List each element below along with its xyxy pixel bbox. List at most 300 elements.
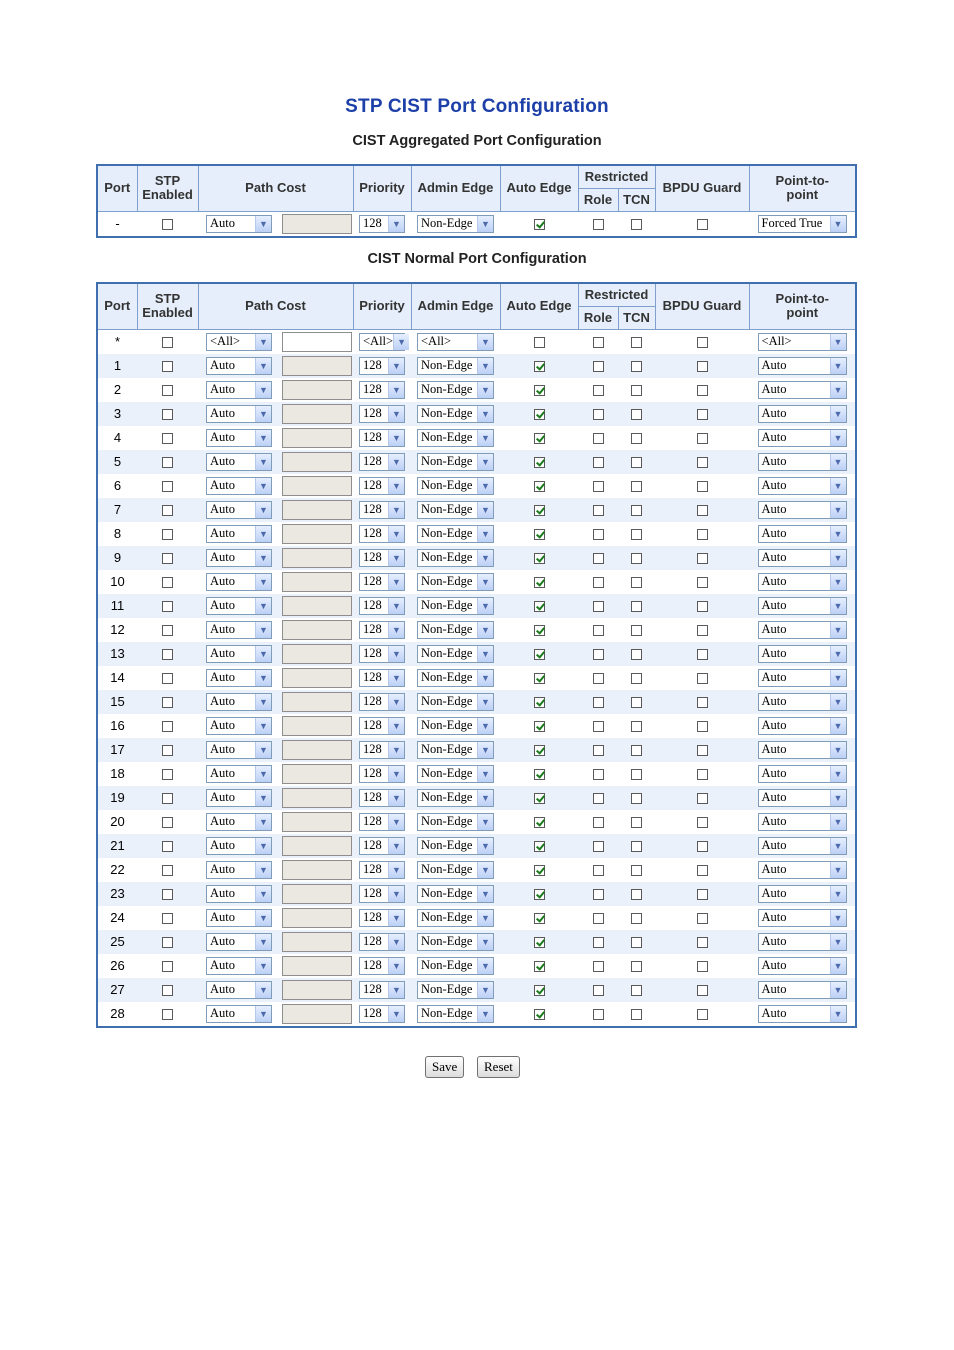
auto-edge-checkbox[interactable]	[534, 577, 545, 588]
auto-edge-checkbox[interactable]	[534, 889, 545, 900]
path-cost-input[interactable]	[282, 908, 352, 928]
path-cost-input[interactable]	[282, 332, 352, 352]
stp-enabled-checkbox[interactable]	[162, 601, 173, 612]
bpdu-guard-checkbox[interactable]	[697, 385, 708, 396]
restricted-tcn-checkbox[interactable]	[631, 937, 642, 948]
bpdu-guard-checkbox[interactable]	[697, 865, 708, 876]
path-cost-input[interactable]	[282, 644, 352, 664]
bpdu-guard-checkbox[interactable]	[697, 721, 708, 732]
chevron-down-icon[interactable]: ▼	[388, 982, 404, 998]
point-to-point-select[interactable]	[758, 741, 847, 759]
chevron-down-icon[interactable]: ▼	[830, 406, 846, 422]
chevron-down-icon[interactable]: ▼	[388, 766, 404, 782]
path-cost-select[interactable]	[206, 981, 272, 999]
priority-select[interactable]	[359, 837, 405, 855]
chevron-down-icon[interactable]: ▼	[830, 334, 846, 350]
point-to-point-select[interactable]	[758, 573, 847, 591]
restricted-tcn-checkbox[interactable]	[631, 337, 642, 348]
restricted-role-checkbox[interactable]	[593, 553, 604, 564]
path-cost-input[interactable]	[282, 740, 352, 760]
stp-enabled-checkbox[interactable]	[162, 817, 173, 828]
chevron-down-icon[interactable]: ▼	[255, 358, 271, 374]
admin-edge-select[interactable]	[417, 669, 494, 687]
path-cost-input[interactable]	[282, 620, 352, 640]
restricted-tcn-checkbox[interactable]	[631, 385, 642, 396]
restricted-tcn-checkbox[interactable]	[631, 577, 642, 588]
bpdu-guard-checkbox[interactable]	[697, 361, 708, 372]
path-cost-select[interactable]	[206, 621, 272, 639]
restricted-role-checkbox[interactable]	[593, 793, 604, 804]
admin-edge-select[interactable]	[417, 477, 494, 495]
stp-enabled-checkbox[interactable]	[162, 361, 173, 372]
path-cost-select[interactable]	[206, 477, 272, 495]
point-to-point-select[interactable]	[758, 909, 847, 927]
path-cost-select[interactable]	[206, 885, 272, 903]
admin-edge-select[interactable]	[417, 957, 494, 975]
stp-enabled-checkbox[interactable]	[162, 577, 173, 588]
chevron-down-icon[interactable]: ▼	[477, 718, 493, 734]
priority-select[interactable]	[359, 981, 405, 999]
priority-select[interactable]	[359, 789, 405, 807]
bpdu-guard-checkbox[interactable]	[697, 649, 708, 660]
priority-select[interactable]	[359, 477, 405, 495]
chevron-down-icon[interactable]: ▼	[388, 886, 404, 902]
restricted-tcn-checkbox[interactable]	[631, 1009, 642, 1020]
point-to-point-select[interactable]	[758, 885, 847, 903]
path-cost-select[interactable]	[206, 215, 272, 233]
auto-edge-checkbox[interactable]	[534, 1009, 545, 1020]
point-to-point-select[interactable]	[758, 405, 847, 423]
chevron-down-icon[interactable]: ▼	[477, 622, 493, 638]
chevron-down-icon[interactable]: ▼	[477, 358, 493, 374]
chevron-down-icon[interactable]: ▼	[830, 550, 846, 566]
admin-edge-select[interactable]	[417, 741, 494, 759]
priority-select[interactable]	[359, 861, 405, 879]
restricted-role-checkbox[interactable]	[593, 601, 604, 612]
restricted-role-checkbox[interactable]	[593, 1009, 604, 1020]
chevron-down-icon[interactable]: ▼	[477, 430, 493, 446]
reset-button[interactable]: Reset	[477, 1056, 520, 1078]
bpdu-guard-checkbox[interactable]	[697, 625, 708, 636]
auto-edge-checkbox[interactable]	[534, 865, 545, 876]
chevron-down-icon[interactable]: ▼	[255, 382, 271, 398]
admin-edge-select[interactable]	[417, 813, 494, 831]
chevron-down-icon[interactable]: ▼	[255, 430, 271, 446]
path-cost-input[interactable]	[282, 596, 352, 616]
point-to-point-select[interactable]	[758, 621, 847, 639]
priority-select[interactable]	[359, 501, 405, 519]
auto-edge-checkbox[interactable]	[534, 625, 545, 636]
admin-edge-select[interactable]	[417, 525, 494, 543]
priority-select[interactable]	[359, 405, 405, 423]
chevron-down-icon[interactable]: ▼	[255, 574, 271, 590]
auto-edge-checkbox[interactable]	[534, 937, 545, 948]
restricted-tcn-checkbox[interactable]	[631, 673, 642, 684]
stp-enabled-checkbox[interactable]	[162, 985, 173, 996]
path-cost-select[interactable]	[206, 525, 272, 543]
point-to-point-select[interactable]	[758, 669, 847, 687]
admin-edge-select[interactable]	[417, 933, 494, 951]
chevron-down-icon[interactable]: ▼	[830, 574, 846, 590]
chevron-down-icon[interactable]: ▼	[477, 766, 493, 782]
auto-edge-checkbox[interactable]	[534, 361, 545, 372]
chevron-down-icon[interactable]: ▼	[388, 958, 404, 974]
path-cost-input[interactable]	[282, 980, 352, 1000]
chevron-down-icon[interactable]: ▼	[255, 814, 271, 830]
chevron-down-icon[interactable]: ▼	[255, 502, 271, 518]
chevron-down-icon[interactable]: ▼	[477, 958, 493, 974]
priority-select[interactable]	[359, 813, 405, 831]
admin-edge-select[interactable]	[417, 453, 494, 471]
priority-select[interactable]	[359, 645, 405, 663]
auto-edge-checkbox[interactable]	[534, 433, 545, 444]
chevron-down-icon[interactable]: ▼	[830, 454, 846, 470]
auto-edge-checkbox[interactable]	[534, 961, 545, 972]
chevron-down-icon[interactable]: ▼	[255, 694, 271, 710]
priority-select[interactable]	[359, 525, 405, 543]
restricted-role-checkbox[interactable]	[593, 913, 604, 924]
chevron-down-icon[interactable]: ▼	[388, 598, 404, 614]
restricted-role-checkbox[interactable]	[593, 481, 604, 492]
path-cost-input[interactable]	[282, 356, 352, 376]
bpdu-guard-checkbox[interactable]	[697, 577, 708, 588]
restricted-tcn-checkbox[interactable]	[631, 913, 642, 924]
auto-edge-checkbox[interactable]	[534, 553, 545, 564]
chevron-down-icon[interactable]: ▼	[255, 526, 271, 542]
chevron-down-icon[interactable]: ▼	[388, 430, 404, 446]
restricted-tcn-checkbox[interactable]	[631, 361, 642, 372]
path-cost-input[interactable]	[282, 500, 352, 520]
stp-enabled-checkbox[interactable]	[162, 529, 173, 540]
admin-edge-select[interactable]	[417, 789, 494, 807]
priority-select[interactable]	[359, 693, 405, 711]
chevron-down-icon[interactable]: ▼	[830, 216, 846, 232]
restricted-tcn-checkbox[interactable]	[631, 529, 642, 540]
path-cost-input[interactable]	[282, 860, 352, 880]
path-cost-select[interactable]	[206, 381, 272, 399]
priority-select[interactable]	[359, 765, 405, 783]
chevron-down-icon[interactable]: ▼	[830, 862, 846, 878]
chevron-down-icon[interactable]: ▼	[255, 216, 271, 232]
chevron-down-icon[interactable]: ▼	[388, 454, 404, 470]
restricted-role-checkbox[interactable]	[593, 865, 604, 876]
chevron-down-icon[interactable]: ▼	[477, 334, 493, 350]
path-cost-select[interactable]	[206, 861, 272, 879]
chevron-down-icon[interactable]: ▼	[477, 646, 493, 662]
path-cost-select[interactable]	[206, 573, 272, 591]
admin-edge-select[interactable]	[417, 333, 494, 351]
point-to-point-select[interactable]	[758, 357, 847, 375]
chevron-down-icon[interactable]: ▼	[477, 550, 493, 566]
path-cost-input[interactable]	[282, 452, 352, 472]
stp-enabled-checkbox[interactable]	[162, 865, 173, 876]
path-cost-input[interactable]	[282, 788, 352, 808]
chevron-down-icon[interactable]: ▼	[393, 334, 409, 350]
admin-edge-select[interactable]	[417, 549, 494, 567]
point-to-point-select[interactable]	[758, 381, 847, 399]
point-to-point-select[interactable]	[758, 957, 847, 975]
chevron-down-icon[interactable]: ▼	[255, 718, 271, 734]
chevron-down-icon[interactable]: ▼	[388, 862, 404, 878]
point-to-point-select[interactable]	[758, 861, 847, 879]
bpdu-guard-checkbox[interactable]	[697, 505, 708, 516]
path-cost-input[interactable]	[282, 668, 352, 688]
path-cost-select[interactable]	[206, 429, 272, 447]
chevron-down-icon[interactable]: ▼	[255, 646, 271, 662]
restricted-tcn-checkbox[interactable]	[631, 649, 642, 660]
chevron-down-icon[interactable]: ▼	[830, 886, 846, 902]
bpdu-guard-checkbox[interactable]	[697, 841, 708, 852]
priority-select[interactable]	[359, 933, 405, 951]
path-cost-select[interactable]	[206, 645, 272, 663]
admin-edge-select[interactable]	[417, 717, 494, 735]
chevron-down-icon[interactable]: ▼	[830, 430, 846, 446]
stp-enabled-checkbox[interactable]	[162, 553, 173, 564]
chevron-down-icon[interactable]: ▼	[388, 526, 404, 542]
chevron-down-icon[interactable]: ▼	[830, 790, 846, 806]
path-cost-select[interactable]	[206, 957, 272, 975]
restricted-tcn-checkbox[interactable]	[631, 889, 642, 900]
stp-enabled-checkbox[interactable]	[162, 889, 173, 900]
bpdu-guard-checkbox[interactable]	[697, 913, 708, 924]
auto-edge-checkbox[interactable]	[534, 841, 545, 852]
bpdu-guard-checkbox[interactable]	[697, 601, 708, 612]
chevron-down-icon[interactable]: ▼	[255, 478, 271, 494]
chevron-down-icon[interactable]: ▼	[830, 742, 846, 758]
chevron-down-icon[interactable]: ▼	[388, 478, 404, 494]
path-cost-select[interactable]	[206, 765, 272, 783]
bpdu-guard-checkbox[interactable]	[697, 817, 708, 828]
path-cost-input[interactable]	[282, 692, 352, 712]
point-to-point-select[interactable]	[758, 525, 847, 543]
admin-edge-select[interactable]	[417, 429, 494, 447]
admin-edge-select[interactable]	[417, 1005, 494, 1023]
path-cost-input[interactable]	[282, 884, 352, 904]
restricted-role-checkbox[interactable]	[593, 937, 604, 948]
bpdu-guard-checkbox[interactable]	[697, 985, 708, 996]
admin-edge-select[interactable]	[417, 381, 494, 399]
stp-enabled-checkbox[interactable]	[162, 457, 173, 468]
path-cost-input[interactable]	[282, 812, 352, 832]
chevron-down-icon[interactable]: ▼	[477, 982, 493, 998]
auto-edge-checkbox[interactable]	[534, 337, 545, 348]
restricted-tcn-checkbox[interactable]	[631, 481, 642, 492]
chevron-down-icon[interactable]: ▼	[830, 502, 846, 518]
priority-select[interactable]	[359, 909, 405, 927]
chevron-down-icon[interactable]: ▼	[388, 622, 404, 638]
restricted-tcn-checkbox[interactable]	[631, 745, 642, 756]
chevron-down-icon[interactable]: ▼	[477, 478, 493, 494]
chevron-down-icon[interactable]: ▼	[388, 382, 404, 398]
chevron-down-icon[interactable]: ▼	[477, 216, 493, 232]
chevron-down-icon[interactable]: ▼	[477, 934, 493, 950]
stp-enabled-checkbox[interactable]	[162, 913, 173, 924]
stp-enabled-checkbox[interactable]	[162, 961, 173, 972]
path-cost-input[interactable]	[282, 572, 352, 592]
restricted-tcn-checkbox[interactable]	[631, 625, 642, 636]
bpdu-guard-checkbox[interactable]	[697, 529, 708, 540]
chevron-down-icon[interactable]: ▼	[388, 406, 404, 422]
path-cost-input[interactable]	[282, 956, 352, 976]
point-to-point-select[interactable]	[758, 765, 847, 783]
path-cost-select[interactable]	[206, 933, 272, 951]
chevron-down-icon[interactable]: ▼	[255, 910, 271, 926]
chevron-down-icon[interactable]: ▼	[477, 454, 493, 470]
point-to-point-select[interactable]	[758, 549, 847, 567]
stp-enabled-checkbox[interactable]	[162, 1009, 173, 1020]
auto-edge-checkbox[interactable]	[534, 985, 545, 996]
point-to-point-select[interactable]	[758, 789, 847, 807]
stp-enabled-checkbox[interactable]	[162, 219, 173, 230]
point-to-point-select[interactable]	[758, 717, 847, 735]
chevron-down-icon[interactable]: ▼	[255, 622, 271, 638]
restricted-tcn-checkbox[interactable]	[631, 961, 642, 972]
chevron-down-icon[interactable]: ▼	[830, 670, 846, 686]
point-to-point-select[interactable]	[758, 1005, 847, 1023]
point-to-point-select[interactable]	[758, 477, 847, 495]
auto-edge-checkbox[interactable]	[534, 457, 545, 468]
stp-enabled-checkbox[interactable]	[162, 481, 173, 492]
path-cost-select[interactable]	[206, 357, 272, 375]
point-to-point-select[interactable]	[758, 837, 847, 855]
auto-edge-checkbox[interactable]	[534, 673, 545, 684]
restricted-tcn-checkbox[interactable]	[631, 841, 642, 852]
restricted-role-checkbox[interactable]	[593, 433, 604, 444]
auto-edge-checkbox[interactable]	[534, 697, 545, 708]
restricted-role-checkbox[interactable]	[593, 745, 604, 756]
restricted-role-checkbox[interactable]	[593, 529, 604, 540]
admin-edge-select[interactable]	[417, 573, 494, 591]
chevron-down-icon[interactable]: ▼	[388, 670, 404, 686]
chevron-down-icon[interactable]: ▼	[830, 838, 846, 854]
stp-enabled-checkbox[interactable]	[162, 409, 173, 420]
restricted-role-checkbox[interactable]	[593, 625, 604, 636]
chevron-down-icon[interactable]: ▼	[255, 550, 271, 566]
restricted-tcn-checkbox[interactable]	[631, 793, 642, 804]
chevron-down-icon[interactable]: ▼	[255, 886, 271, 902]
point-to-point-select[interactable]	[758, 333, 847, 351]
chevron-down-icon[interactable]: ▼	[388, 838, 404, 854]
restricted-tcn-checkbox[interactable]	[631, 219, 642, 230]
chevron-down-icon[interactable]: ▼	[255, 406, 271, 422]
priority-select[interactable]	[359, 1005, 405, 1023]
admin-edge-select[interactable]	[417, 621, 494, 639]
admin-edge-select[interactable]	[417, 909, 494, 927]
auto-edge-checkbox[interactable]	[534, 769, 545, 780]
point-to-point-select[interactable]	[758, 981, 847, 999]
chevron-down-icon[interactable]: ▼	[388, 502, 404, 518]
path-cost-input[interactable]	[282, 716, 352, 736]
chevron-down-icon[interactable]: ▼	[255, 454, 271, 470]
stp-enabled-checkbox[interactable]	[162, 625, 173, 636]
priority-select[interactable]	[359, 429, 405, 447]
bpdu-guard-checkbox[interactable]	[697, 937, 708, 948]
admin-edge-select[interactable]	[417, 405, 494, 423]
bpdu-guard-checkbox[interactable]	[697, 769, 708, 780]
chevron-down-icon[interactable]: ▼	[830, 478, 846, 494]
auto-edge-checkbox[interactable]	[534, 649, 545, 660]
path-cost-select[interactable]	[206, 741, 272, 759]
priority-select[interactable]	[359, 453, 405, 471]
auto-edge-checkbox[interactable]	[534, 505, 545, 516]
restricted-tcn-checkbox[interactable]	[631, 817, 642, 828]
chevron-down-icon[interactable]: ▼	[255, 934, 271, 950]
chevron-down-icon[interactable]: ▼	[477, 838, 493, 854]
chevron-down-icon[interactable]: ▼	[830, 934, 846, 950]
chevron-down-icon[interactable]: ▼	[477, 406, 493, 422]
restricted-role-checkbox[interactable]	[593, 985, 604, 996]
chevron-down-icon[interactable]: ▼	[830, 598, 846, 614]
priority-select[interactable]	[359, 717, 405, 735]
bpdu-guard-checkbox[interactable]	[697, 793, 708, 804]
chevron-down-icon[interactable]: ▼	[477, 1006, 493, 1022]
auto-edge-checkbox[interactable]	[534, 481, 545, 492]
chevron-down-icon[interactable]: ▼	[388, 694, 404, 710]
restricted-role-checkbox[interactable]	[593, 697, 604, 708]
restricted-tcn-checkbox[interactable]	[631, 457, 642, 468]
chevron-down-icon[interactable]: ▼	[830, 958, 846, 974]
restricted-tcn-checkbox[interactable]	[631, 601, 642, 612]
path-cost-select[interactable]	[206, 789, 272, 807]
stp-enabled-checkbox[interactable]	[162, 385, 173, 396]
chevron-down-icon[interactable]: ▼	[477, 790, 493, 806]
chevron-down-icon[interactable]: ▼	[255, 790, 271, 806]
stp-enabled-checkbox[interactable]	[162, 649, 173, 660]
chevron-down-icon[interactable]: ▼	[830, 646, 846, 662]
stp-enabled-checkbox[interactable]	[162, 433, 173, 444]
chevron-down-icon[interactable]: ▼	[477, 526, 493, 542]
path-cost-input[interactable]	[282, 428, 352, 448]
chevron-down-icon[interactable]: ▼	[830, 814, 846, 830]
chevron-down-icon[interactable]: ▼	[255, 766, 271, 782]
bpdu-guard-checkbox[interactable]	[697, 889, 708, 900]
auto-edge-checkbox[interactable]	[534, 601, 545, 612]
restricted-role-checkbox[interactable]	[593, 841, 604, 852]
bpdu-guard-checkbox[interactable]	[697, 337, 708, 348]
admin-edge-select[interactable]	[417, 885, 494, 903]
chevron-down-icon[interactable]: ▼	[388, 216, 404, 232]
chevron-down-icon[interactable]: ▼	[830, 694, 846, 710]
chevron-down-icon[interactable]: ▼	[255, 958, 271, 974]
restricted-role-checkbox[interactable]	[593, 889, 604, 900]
chevron-down-icon[interactable]: ▼	[255, 1006, 271, 1022]
chevron-down-icon[interactable]: ▼	[477, 382, 493, 398]
chevron-down-icon[interactable]: ▼	[255, 598, 271, 614]
path-cost-select[interactable]	[206, 549, 272, 567]
chevron-down-icon[interactable]: ▼	[388, 742, 404, 758]
restricted-tcn-checkbox[interactable]	[631, 505, 642, 516]
admin-edge-select[interactable]	[417, 693, 494, 711]
chevron-down-icon[interactable]: ▼	[477, 742, 493, 758]
restricted-tcn-checkbox[interactable]	[631, 433, 642, 444]
bpdu-guard-checkbox[interactable]	[697, 961, 708, 972]
chevron-down-icon[interactable]: ▼	[255, 862, 271, 878]
chevron-down-icon[interactable]: ▼	[830, 982, 846, 998]
chevron-down-icon[interactable]: ▼	[477, 574, 493, 590]
chevron-down-icon[interactable]: ▼	[255, 742, 271, 758]
path-cost-input[interactable]	[282, 380, 352, 400]
restricted-role-checkbox[interactable]	[593, 361, 604, 372]
admin-edge-select[interactable]	[417, 765, 494, 783]
priority-select[interactable]	[359, 357, 405, 375]
restricted-role-checkbox[interactable]	[593, 721, 604, 732]
stp-enabled-checkbox[interactable]	[162, 937, 173, 948]
restricted-role-checkbox[interactable]	[593, 769, 604, 780]
chevron-down-icon[interactable]: ▼	[255, 670, 271, 686]
path-cost-select[interactable]	[206, 405, 272, 423]
admin-edge-select[interactable]	[417, 597, 494, 615]
chevron-down-icon[interactable]: ▼	[477, 862, 493, 878]
